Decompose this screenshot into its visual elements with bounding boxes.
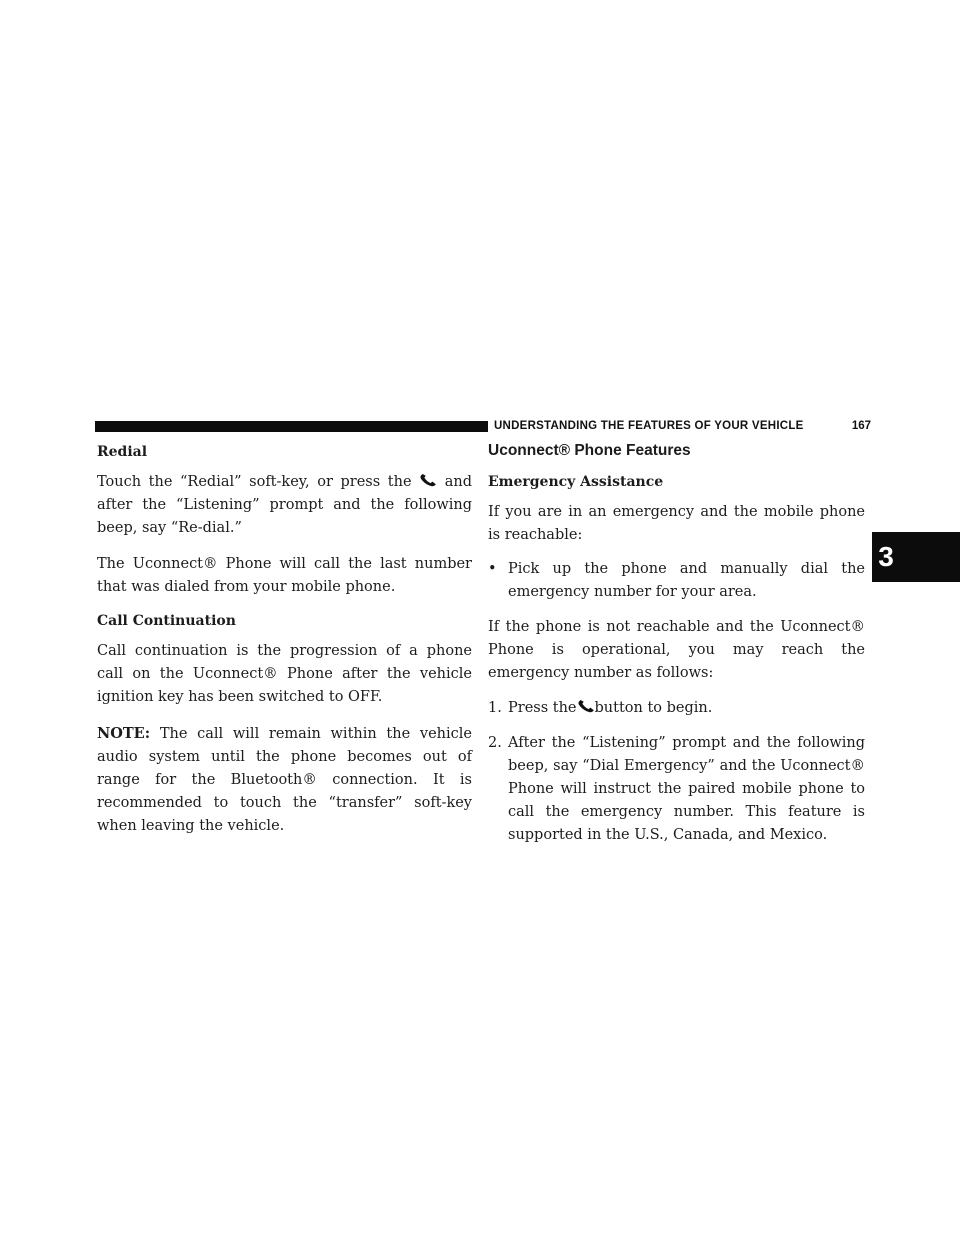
phone-handset-icon	[419, 474, 437, 487]
step-2-text: After the “Listening” prompt and the following beep, say “Dial Emergency” and the Uconnect® Phone will instruct the paired mobile phone to call the emergency number. This feature is supported in the U.S., Canada, and Mexico.	[508, 735, 865, 843]
note-label: NOTE:	[97, 725, 151, 742]
header-rule	[95, 421, 488, 432]
step-2-number: 2.	[488, 735, 502, 751]
section-heading: Uconnect® Phone Features	[488, 442, 691, 459]
phone-handset-icon	[577, 700, 595, 713]
call-continuation-paragraph: Call continuation is the progression of a phone call on the Uconnect® Phone after the vehicle ignition key has been switched to OFF.	[97, 643, 472, 705]
redial-heading: Redial	[97, 444, 148, 460]
chapter-tab-number: 3	[878, 541, 894, 572]
note-paragraph	[97, 722, 472, 838]
note-text: The call will remain within the vehicle audio system until the phone becomes out of range for the Bluetooth® connection. It is recommended to touch the “transfer” soft-key when leaving the vehicle.	[97, 726, 472, 834]
step-1	[488, 697, 865, 720]
right-column	[488, 440, 865, 847]
call-continuation-heading: Call Continuation	[97, 613, 236, 629]
redial-text-after: and after the “Listening” prompt and the following beep, say “Re-dial.”	[97, 474, 473, 536]
step-1-text-before: Press the	[508, 700, 577, 716]
emergency-assistance-heading: Emergency Assistance	[488, 474, 664, 490]
step-1-number: 1.	[488, 700, 502, 716]
emergency-paragraph-1: If you are in an emergency and the mobile phone is reachable:	[488, 504, 865, 543]
page-number: 167	[851, 420, 871, 432]
bullet-text: Pick up the phone and manually dial the emergency number for your area.	[508, 561, 865, 600]
bullet-item	[488, 558, 865, 604]
step-2	[488, 732, 865, 847]
bullet-symbol: •	[488, 561, 497, 577]
redial-paragraph-2: The Uconnect® Phone will call the last number that was dialed from your mobile phone.	[97, 556, 472, 595]
left-column	[97, 440, 472, 838]
page-header-title: UNDERSTANDING THE FEATURES OF YOUR VEHICLE	[494, 420, 804, 432]
step-1-text-after: button to begin.	[594, 700, 713, 716]
redial-paragraph	[97, 471, 472, 540]
emergency-paragraph-2: If the phone is not reachable and the Uconnect® Phone is operational, you may reach the emergency number as follows:	[488, 619, 865, 681]
redial-text-before: Touch the “Redial” soft-key, or press the	[97, 474, 412, 490]
